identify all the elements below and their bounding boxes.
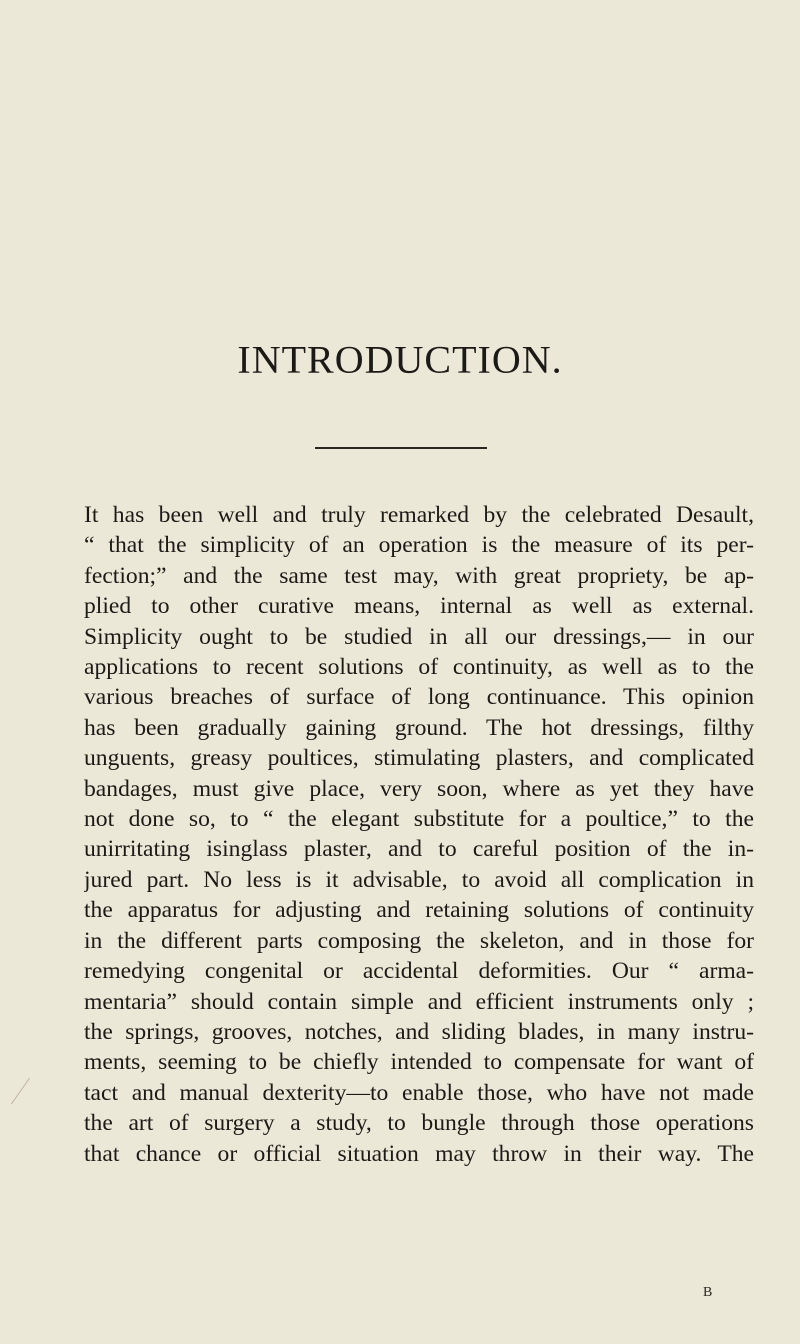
text-line: applications to recent solutions of continuity, as well as to the [84,654,754,681]
text-line: not done so, to “ the elegant substitute for a poultice,” to the [84,806,754,833]
text-line: tact and manual dexterity—to enable those, who have not made [84,1079,754,1106]
text-line: ments, seeming to be chiefly intended to compensate for want of [84,1049,754,1076]
text-line: “ that the simplicity of an operation is the measure of its per- [84,532,754,559]
text-line: the art of surgery a study, to bungle through those operations [84,1110,754,1137]
text-line: unguents, greasy poultices, stimulating plasters, and complicated [84,745,754,772]
text-line: the apparatus for adjusting and retaining solutions of continuity [84,897,754,924]
text-line: fection;” and the same test may, with great propriety, be ap- [84,562,754,589]
text-line: that chance or official situation may throw in their way. The [84,1140,754,1167]
text-line: the springs, grooves, notches, and sliding blades, in many instru- [84,1018,754,1045]
text-line: mentaria” should contain simple and efficient instruments only ; [84,988,754,1015]
introduction-paragraph [84,500,754,1169]
text-line: remedying congenital or accidental deformities. Our “ arma- [84,958,754,985]
text-line: in the different parts composing the skeleton, and in those for [84,927,754,954]
text-line: It has been well and truly remarked by the celebrated Desault, [84,502,754,528]
signature-mark: B [703,1285,714,1300]
margin-pencil-mark [11,1078,50,1104]
text-line: unirritating isinglass plaster, and to careful position of the in- [84,836,754,863]
text-line: jured part. No less is it advisable, to avoid all complication in [84,866,754,893]
text-line: Simplicity ought to be studied in all our dressings,— in our [84,623,754,650]
heading-rule [315,447,487,449]
text-line: plied to other curative means, internal as well as external. [84,593,754,620]
text-line: bandages, must give place, very soon, where as yet they have [84,775,754,802]
text-line: has been gradually gaining ground. The hot dressings, filthy [84,714,754,741]
text-line: various breaches of surface of long continuance. This opinion [84,684,754,711]
chapter-heading: INTRODUCTION. [237,337,563,382]
